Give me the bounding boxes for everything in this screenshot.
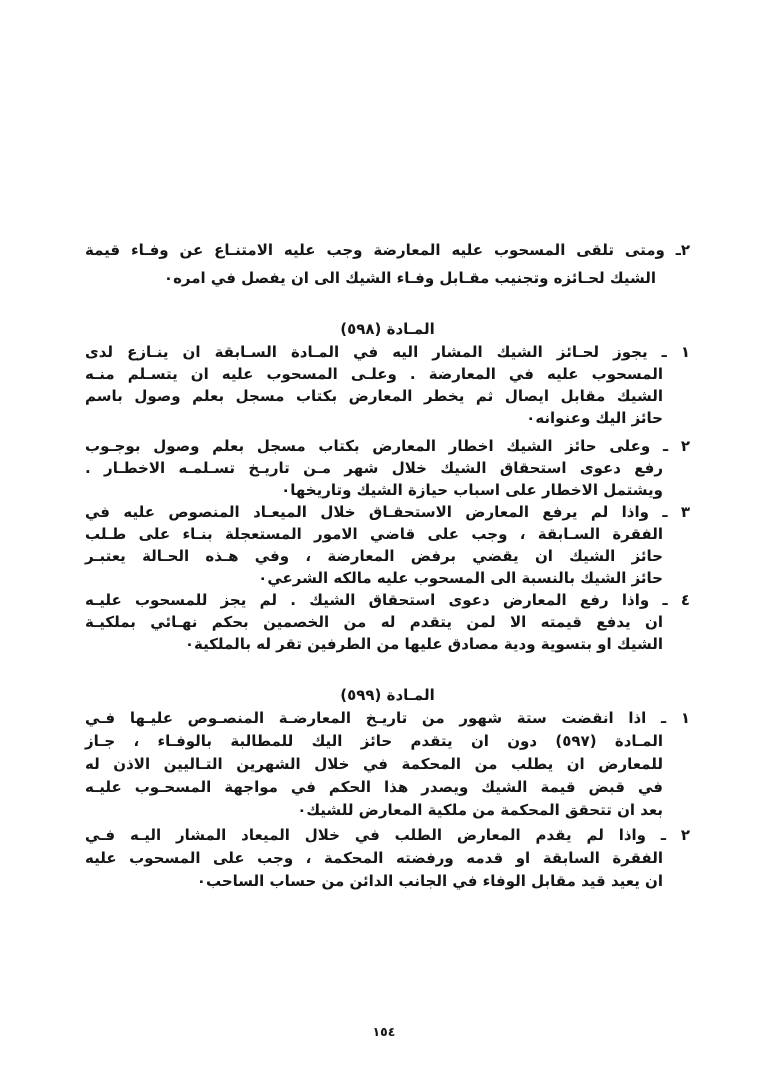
text-line: المـادة (٥٩٧) دون ان يتقدم حائز اليك للمطالبة بالوفـاء ، جـاز	[85, 732, 663, 750]
text-line: ٤ ـ واذا رفع المعارض دعوى استحقاق الشيك . لم يجز للمسحوب عليـه	[85, 591, 690, 609]
article-598-heading: المـادة (٥٩٨)	[340, 320, 435, 338]
text-line: بعد ان تتحقق المحكمة من ملكية المعارض للشيك٠	[297, 801, 663, 819]
text-line: الشيك لحـائزه وتجنيب مقـابل وفـاء الشيك الى ان يفصل في امره٠	[163, 269, 656, 287]
article-598-item-2	[85, 435, 690, 501]
page-number: ١٥٤	[372, 1024, 396, 1039]
text-line: ويشتمل الاخطار على اسباب حيازة الشيك وتاريخها٠	[281, 481, 663, 499]
text-line: الفقرة السـابقة ، وجب على قاضي الامور المستعجلة بنـاء على طـلب	[85, 525, 663, 543]
article-598-item-3	[85, 501, 690, 589]
text-line: ٢ ـ واذا لم يقدم المعارض الطلب في خلال الميعاد المشار اليـه فـي	[85, 826, 690, 844]
text-line: ٢ـ ومتى تلقى المسحوب عليه المعارضة وجب عليه الامتنـاع عن وفـاء قيمة	[85, 241, 690, 259]
text-line: الفقرة السابقة او قدمه ورفضته المحكمة ، وجب على المسحوب عليه	[85, 849, 663, 867]
text-line: ٢ ـ وعلى حائز الشيك اخطار المعارض بكتاب مسجل بعلم وصول بوجـوب	[85, 437, 690, 455]
article-598-item-1	[85, 341, 690, 429]
text-line: ١ ـ اذا انقضت ستة شهور من تاريـخ المعارضـة المنصـوص عليـها فـي	[85, 709, 690, 727]
text-line: للمعارض ان يطلب من المحكمة في خلال الشهرين التـاليين الاذن له	[85, 755, 663, 773]
text-line: حائز اليك وعنوانه٠	[526, 409, 663, 427]
text-block	[85, 0, 690, 893]
text-line: ٣ ـ واذا لم يرفع المعارض الاستحقـاق خلال الميعـاد المنصوص عليه في	[85, 503, 690, 521]
text-line: ان يدفع قيمته الا لمن يتقدم له من الخصمين بحكم نهـائي بملكيـة	[85, 613, 663, 631]
text-line: رفع دعوى استحقاق الشيك خلال شهر مـن تاريـخ تسـلمـه الاخطـار .	[85, 459, 663, 477]
text-line: حائز الشيك بالنسبة الى المسحوب عليه مالكه الشرعي٠	[258, 569, 663, 587]
article-599-heading: المـادة (٥٩٩)	[340, 686, 435, 704]
article-598-item-4	[85, 589, 690, 655]
text-line: في قبض قيمة الشيك ويصدر هذا الحكم في مواجهة المسحـوب عليـه	[85, 778, 663, 796]
text-line: الشيك او بتسوية ودية مصادق عليها من الطرفين تقر له بالملكية٠	[184, 635, 663, 653]
article-599-item-1	[85, 707, 690, 822]
text-line: الشيك مقابل ايصال ثم يخطر المعارض بكتاب مسجل بعلم وصول باسم	[85, 387, 663, 405]
text-line: ان يعيد قيد مقابل الوفاء في الجانب الدائن من حساب الساحب٠	[196, 872, 663, 890]
text-line: ١ ـ يجوز لحـائز الشيك المشار اليه في المـادة السـابقة ان ينـازع لدى	[85, 343, 690, 361]
article-599-item-2	[85, 824, 690, 893]
paragraph-intro	[85, 236, 690, 292]
text-line: المسحوب عليه في المعارضة . وعلـى المسحوب عليه ان يتسـلم منـه	[85, 365, 663, 383]
text-line: حائز الشيك ان يقضي برفض المعارضة ، وفي هـذه الحـالة يعتبـر	[85, 547, 663, 565]
